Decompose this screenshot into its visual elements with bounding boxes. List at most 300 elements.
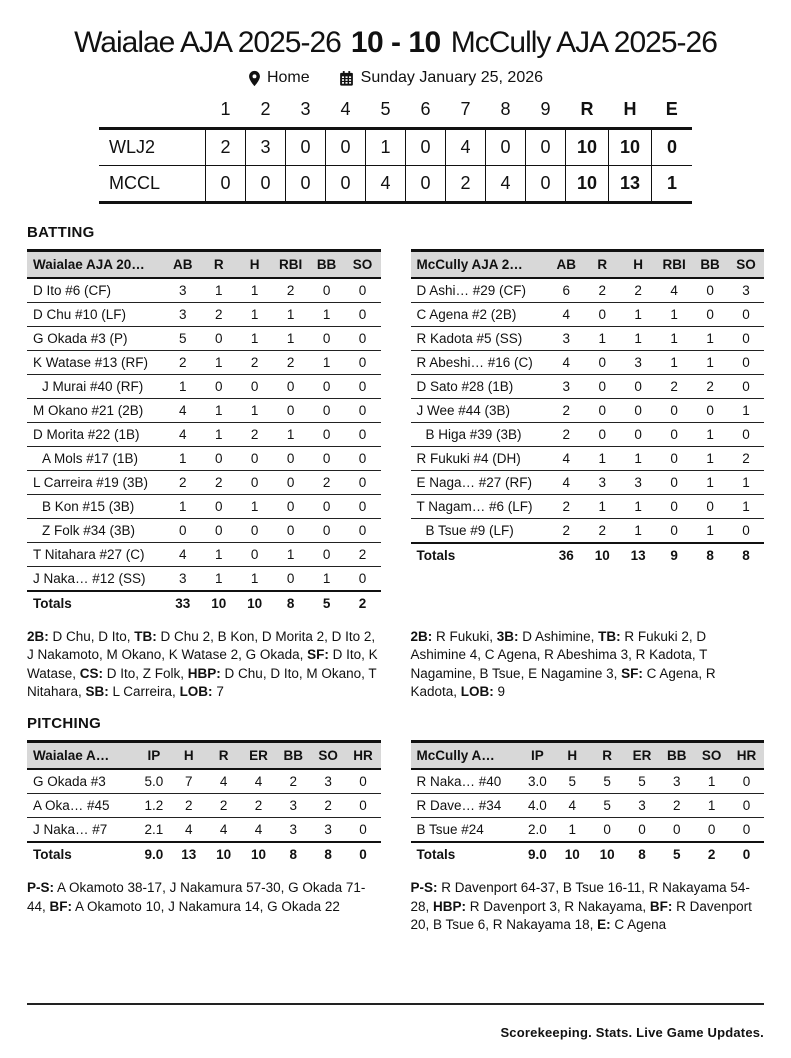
stat-cell: 4	[548, 351, 584, 375]
totals-cell: 36	[548, 543, 584, 567]
stat-column-header: H	[620, 251, 656, 279]
stat-cell: 0	[692, 399, 728, 423]
inning-cell: 0	[286, 129, 326, 166]
game-location	[248, 69, 310, 87]
stat-cell: 1	[165, 447, 201, 471]
stat-cell: 2	[273, 351, 309, 375]
pitching-table-home-container	[27, 740, 381, 866]
linescore-col-header: H	[623, 99, 637, 119]
stat-column-header: H	[171, 742, 206, 770]
stat-cell: 0	[345, 519, 381, 543]
stat-cell: 2.1	[137, 818, 172, 843]
stat-cell: 0	[345, 399, 381, 423]
stat-cell: 2	[273, 278, 309, 303]
stat-cell: 3	[276, 794, 311, 818]
stat-cell: 0	[345, 471, 381, 495]
stat-column-header: SO	[694, 742, 729, 770]
stat-cell: 0	[273, 471, 309, 495]
stat-cell: 4	[548, 303, 584, 327]
totals-label: Totals	[27, 842, 137, 866]
player-name: K Watase #13 (RF)	[27, 351, 165, 375]
pitching-notes-away: P-S: R Davenport 64-37, B Tsue 16-11, R Nakayama 54-28, HBP: R Davenport 3, R Nakayama, BF: R Davenport 20, B Tsue 6, R Nakayama 18, E: C Agena	[410, 880, 752, 933]
totals-cell: 10	[201, 591, 237, 615]
stat-cell: 4	[555, 794, 590, 818]
stat-column-header: SO	[311, 742, 346, 770]
location-label: Home	[266, 69, 310, 86]
stat-cell: 0	[273, 567, 309, 592]
stat-cell: 2	[656, 375, 692, 399]
totals-cell: 8	[728, 543, 764, 567]
stat-cell: 1	[273, 327, 309, 351]
totals-cell: 33	[165, 591, 201, 615]
rhe-cell: 10	[609, 129, 652, 166]
stat-cell: 0	[728, 375, 764, 399]
player-name: B Higa #39 (3B)	[411, 423, 549, 447]
player-name: D Ito #6 (CF)	[27, 278, 165, 303]
totals-cell: 13	[620, 543, 656, 567]
stat-column-header: ER	[241, 742, 276, 770]
stat-cell: 0	[345, 303, 381, 327]
linescore-col-header: R	[580, 99, 594, 119]
stat-cell: 1	[165, 375, 201, 399]
player-name: R Kadota #5 (SS)	[411, 327, 549, 351]
player-name: B Tsue #9 (LF)	[411, 519, 549, 544]
stat-cell: 1	[728, 495, 764, 519]
stat-cell: 0	[584, 375, 620, 399]
batting-table-home-container	[27, 249, 381, 615]
stat-cell: 1	[692, 471, 728, 495]
player-row	[27, 818, 381, 843]
stat-cell: 1	[273, 543, 309, 567]
player-name: B Kon #15 (3B)	[27, 495, 165, 519]
stat-cell: 1	[201, 423, 237, 447]
inning-cell: 0	[526, 166, 566, 203]
player-name: D Morita #22 (1B)	[27, 423, 165, 447]
stat-cell: 4	[206, 818, 241, 843]
inning-cell: 3	[246, 129, 286, 166]
totals-row	[411, 842, 765, 866]
stat-cell: 2	[659, 794, 694, 818]
linescore-col-header: 3	[300, 99, 311, 119]
player-name: J Naka… #7	[27, 818, 137, 843]
stat-cell: 0	[656, 519, 692, 544]
stat-cell: 0	[309, 327, 345, 351]
inning-cell: 0	[326, 129, 366, 166]
stat-cell: 3	[165, 303, 201, 327]
stat-cell: 2	[548, 495, 584, 519]
inning-cell: 2	[446, 166, 486, 203]
stat-cell: 1	[692, 447, 728, 471]
stat-cell: 1	[165, 495, 201, 519]
totals-cell: 5	[659, 842, 694, 866]
stat-cell: 0	[237, 375, 273, 399]
player-name: J Wee #44 (3B)	[411, 399, 549, 423]
stat-cell: 3	[620, 471, 656, 495]
stat-cell: 0	[346, 769, 381, 794]
linescore-team-header	[99, 99, 206, 129]
stat-cell: 0	[345, 351, 381, 375]
pitching-section-label: PITCHING	[27, 715, 102, 733]
team-column-header: Waialae AJA 20…	[27, 251, 165, 279]
stat-cell: 2	[165, 351, 201, 375]
totals-cell: 0	[346, 842, 381, 866]
stat-cell: 4	[241, 769, 276, 794]
stat-cell: 1	[728, 471, 764, 495]
stat-cell: 0	[345, 375, 381, 399]
stat-cell: 1	[620, 447, 656, 471]
stat-cell: 3.0	[520, 769, 555, 794]
stat-cell: 3	[659, 769, 694, 794]
stat-cell: 1	[728, 399, 764, 423]
stat-cell: 4	[548, 471, 584, 495]
player-row	[27, 303, 381, 327]
stat-column-header: BB	[309, 251, 345, 279]
inning-cell: 4	[486, 166, 526, 203]
team-column-header: McCully A…	[411, 742, 521, 770]
stat-cell: 2	[201, 303, 237, 327]
linescore-col-header: 6	[420, 99, 431, 119]
totals-cell: 10	[206, 842, 241, 866]
stat-cell: 0	[656, 495, 692, 519]
stat-cell: 0	[729, 818, 764, 843]
game-date: Sunday January 25, 2026	[360, 69, 544, 86]
stat-cell: 0	[345, 278, 381, 303]
stat-cell: 0	[620, 375, 656, 399]
stat-cell: 1	[201, 399, 237, 423]
stat-cell: 0	[692, 278, 728, 303]
stat-cell: 0	[728, 351, 764, 375]
stat-cell: 0	[694, 818, 729, 843]
stat-column-header: RBI	[273, 251, 309, 279]
player-row	[411, 351, 765, 375]
player-name: G Okada #3 (P)	[27, 327, 165, 351]
player-row	[411, 818, 765, 843]
stat-cell: 2	[620, 278, 656, 303]
stat-column-header: RBI	[656, 251, 692, 279]
rhe-cell: 1	[652, 166, 693, 203]
stat-cell: 1	[584, 447, 620, 471]
batting-table-away	[411, 249, 765, 567]
inning-cell: 0	[526, 129, 566, 166]
inning-cell: 2	[206, 129, 246, 166]
player-name: D Ashi… #29 (CF)	[411, 278, 549, 303]
stat-cell: 3	[165, 278, 201, 303]
stat-cell: 5.0	[137, 769, 172, 794]
stat-cell: 0	[584, 303, 620, 327]
stat-cell: 0	[345, 567, 381, 592]
totals-cell: 8	[276, 842, 311, 866]
stat-cell: 0	[309, 375, 345, 399]
inning-cell: 0	[486, 129, 526, 166]
stat-cell: 1	[620, 303, 656, 327]
player-row	[27, 351, 381, 375]
stat-cell: 0	[692, 495, 728, 519]
player-row	[411, 769, 765, 794]
stat-cell: 2	[728, 447, 764, 471]
stat-cell: 1	[237, 567, 273, 592]
player-row	[27, 399, 381, 423]
player-row	[27, 327, 381, 351]
totals-cell: 9.0	[137, 842, 172, 866]
stat-cell: 1	[201, 543, 237, 567]
stat-cell: 0	[237, 519, 273, 543]
team-column-header: McCully AJA 2…	[411, 251, 549, 279]
stat-cell: 0	[656, 423, 692, 447]
linescore-col-header: 4	[340, 99, 351, 119]
stat-cell: 1	[309, 303, 345, 327]
game-score: 10 - 10	[350, 26, 441, 59]
stat-column-header: R	[590, 742, 625, 770]
stat-cell: 1	[694, 769, 729, 794]
stat-cell: 2	[548, 423, 584, 447]
stat-cell: 1	[656, 351, 692, 375]
stat-cell: 2	[206, 794, 241, 818]
pit-header-row	[411, 742, 765, 770]
stat-cell: 0	[201, 327, 237, 351]
inning-cell: 0	[406, 129, 446, 166]
stat-cell: 3	[548, 327, 584, 351]
stat-cell: 0	[201, 519, 237, 543]
stat-cell: 0	[309, 495, 345, 519]
stat-cell: 1	[273, 423, 309, 447]
stat-cell: 0	[201, 495, 237, 519]
totals-cell: 13	[171, 842, 206, 866]
player-name: B Tsue #24	[411, 818, 521, 843]
totals-cell: 2	[345, 591, 381, 615]
totals-cell: 9	[656, 543, 692, 567]
totals-cell: 10	[555, 842, 590, 866]
stat-column-header: H	[237, 251, 273, 279]
stat-cell: 4	[656, 278, 692, 303]
stat-cell: 2	[345, 543, 381, 567]
linescore-col-header: 7	[460, 99, 471, 119]
stat-cell: 1	[201, 278, 237, 303]
batting-notes-home: 2B: D Chu, D Ito, TB: D Chu 2, B Kon, D Morita 2, D Ito 2, J Nakamoto, M Okano, K Watase 2, G Okada, SF: D Ito, K Watase, CS: D Ito, Z Folk, HBP: D Chu, D Ito, M Okano, T Nitahara, SB: L Carreira, LOB: 7	[27, 629, 378, 700]
footer-divider	[27, 1003, 764, 1005]
totals-cell: 8	[625, 842, 660, 866]
stat-cell: 3	[276, 818, 311, 843]
stat-cell: 2	[692, 375, 728, 399]
stat-cell: 1	[237, 303, 273, 327]
stat-cell: 0	[620, 423, 656, 447]
stat-cell: 1	[692, 519, 728, 544]
stat-cell: 2	[237, 351, 273, 375]
stat-column-header: IP	[520, 742, 555, 770]
stat-column-header: SO	[728, 251, 764, 279]
totals-label: Totals	[411, 543, 549, 567]
stat-cell: 3	[165, 567, 201, 592]
stat-cell: 0	[584, 423, 620, 447]
pitching-notes-home: P-S: A Okamoto 38-17, J Nakamura 57-30, G Okada 71-44, BF: A Okamoto 10, J Nakamura 14, G Okada 22	[27, 880, 366, 914]
totals-cell: 10	[584, 543, 620, 567]
stat-cell: 5	[555, 769, 590, 794]
player-name: D Chu #10 (LF)	[27, 303, 165, 327]
linescore-row	[99, 166, 692, 203]
stat-cell: 1	[620, 495, 656, 519]
page-title	[27, 26, 764, 60]
inning-cell: 0	[206, 166, 246, 203]
player-name: E Naga… #27 (RF)	[411, 471, 549, 495]
stat-cell: 2	[276, 769, 311, 794]
stat-column-header: AB	[548, 251, 584, 279]
stat-cell: 6	[548, 278, 584, 303]
player-name: A Mols #17 (1B)	[27, 447, 165, 471]
stat-column-header: BB	[692, 251, 728, 279]
player-name: T Nagam… #6 (LF)	[411, 495, 549, 519]
stat-cell: 0	[692, 303, 728, 327]
stat-cell: 1	[237, 399, 273, 423]
player-row	[411, 399, 765, 423]
stat-cell: 1	[201, 567, 237, 592]
linescore-col-header: 2	[260, 99, 271, 119]
stat-cell: 2	[165, 471, 201, 495]
inning-cell: 1	[366, 129, 406, 166]
totals-row	[27, 591, 381, 615]
stat-cell: 0	[237, 471, 273, 495]
totals-cell: 10	[237, 591, 273, 615]
stat-cell: 1	[692, 423, 728, 447]
stat-cell: 4.0	[520, 794, 555, 818]
stat-cell: 0	[728, 303, 764, 327]
stat-column-header: AB	[165, 251, 201, 279]
totals-cell: 9.0	[520, 842, 555, 866]
stat-column-header: SO	[345, 251, 381, 279]
player-name: J Naka… #12 (SS)	[27, 567, 165, 592]
inning-cell: 0	[246, 166, 286, 203]
batting-table-away-container	[411, 249, 765, 567]
stat-cell: 0	[659, 818, 694, 843]
stat-cell: 2	[309, 471, 345, 495]
totals-cell: 5	[309, 591, 345, 615]
stat-cell: 2	[548, 399, 584, 423]
team-column-header: Waialae A…	[27, 742, 137, 770]
player-row	[27, 769, 381, 794]
stat-cell: 0	[273, 399, 309, 423]
player-row	[411, 495, 765, 519]
inning-cell: 0	[406, 166, 446, 203]
stat-column-header: R	[206, 742, 241, 770]
home-team-name: Waialae AJA 2025-26	[74, 26, 341, 59]
stat-cell: 4	[548, 447, 584, 471]
stat-cell: 5	[590, 769, 625, 794]
linescore-row	[99, 129, 692, 166]
stat-cell: 1	[237, 278, 273, 303]
player-row	[27, 447, 381, 471]
stat-cell: 0	[165, 519, 201, 543]
pitching-table-away	[411, 740, 765, 866]
stat-cell: 2	[241, 794, 276, 818]
stat-cell: 0	[590, 818, 625, 843]
rhe-cell: 10	[566, 129, 609, 166]
inning-cell: 0	[286, 166, 326, 203]
player-name: L Carreira #19 (3B)	[27, 471, 165, 495]
stat-column-header: BB	[659, 742, 694, 770]
stat-cell: 4	[171, 818, 206, 843]
stat-cell: 3	[620, 351, 656, 375]
batting-section	[27, 249, 764, 701]
linescore-col-header: 5	[380, 99, 391, 119]
player-row	[411, 423, 765, 447]
inning-cell: 4	[366, 166, 406, 203]
player-row	[411, 278, 765, 303]
player-name: M Okano #21 (2B)	[27, 399, 165, 423]
player-name: D Sato #28 (1B)	[411, 375, 549, 399]
player-row	[27, 519, 381, 543]
stat-cell: 4	[206, 769, 241, 794]
stat-cell: 0	[273, 519, 309, 543]
stat-column-header: ER	[625, 742, 660, 770]
totals-cell: 2	[694, 842, 729, 866]
stat-cell: 1	[620, 519, 656, 544]
stat-cell: 1	[620, 327, 656, 351]
inning-cell: 4	[446, 129, 486, 166]
stat-cell: 1	[656, 303, 692, 327]
linescore-header-row	[99, 99, 692, 129]
player-row	[411, 519, 765, 544]
stat-cell: 1	[692, 351, 728, 375]
player-name: G Okada #3	[27, 769, 137, 794]
linescore-col-header: E	[665, 99, 678, 119]
stat-cell: 2.0	[520, 818, 555, 843]
stat-cell: 5	[625, 769, 660, 794]
calendar-icon	[338, 70, 355, 87]
stat-column-header: IP	[137, 742, 172, 770]
totals-row	[27, 842, 381, 866]
player-row	[411, 471, 765, 495]
player-name: R Fukuki #4 (DH)	[411, 447, 549, 471]
totals-cell: 10	[590, 842, 625, 866]
bat-header-row	[27, 251, 381, 279]
stat-column-header: HR	[729, 742, 764, 770]
player-row	[27, 423, 381, 447]
player-name: C Agena #2 (2B)	[411, 303, 549, 327]
stat-cell: 3	[584, 471, 620, 495]
stat-cell: 1.2	[137, 794, 172, 818]
totals-cell: 8	[311, 842, 346, 866]
game-meta	[27, 69, 764, 87]
stat-cell: 0	[346, 794, 381, 818]
stat-cell: 1	[656, 327, 692, 351]
stat-cell: 1	[237, 495, 273, 519]
batting-table-home	[27, 249, 381, 615]
stat-cell: 0	[729, 769, 764, 794]
stat-cell: 1	[273, 303, 309, 327]
stat-cell: 0	[309, 447, 345, 471]
stat-cell: 5	[590, 794, 625, 818]
stat-cell: 0	[656, 399, 692, 423]
player-row	[27, 375, 381, 399]
totals-label: Totals	[411, 842, 521, 866]
totals-label: Totals	[27, 591, 165, 615]
player-row	[411, 327, 765, 351]
stat-cell: 0	[309, 399, 345, 423]
stat-cell: 2	[237, 423, 273, 447]
stat-cell: 1	[584, 495, 620, 519]
footer-tagline: Scorekeeping. Stats. Live Game Updates.	[500, 1024, 764, 1040]
player-name: A Oka… #45	[27, 794, 137, 818]
totals-cell: 10	[241, 842, 276, 866]
stat-cell: 0	[237, 543, 273, 567]
stat-cell: 1	[201, 351, 237, 375]
stat-cell: 3	[548, 375, 584, 399]
linescore-col-header: 9	[540, 99, 551, 119]
stat-cell: 3	[728, 278, 764, 303]
stat-cell: 0	[201, 447, 237, 471]
stat-cell: 0	[584, 399, 620, 423]
stat-cell: 0	[237, 447, 273, 471]
stat-cell: 0	[346, 818, 381, 843]
totals-cell: 0	[729, 842, 764, 866]
